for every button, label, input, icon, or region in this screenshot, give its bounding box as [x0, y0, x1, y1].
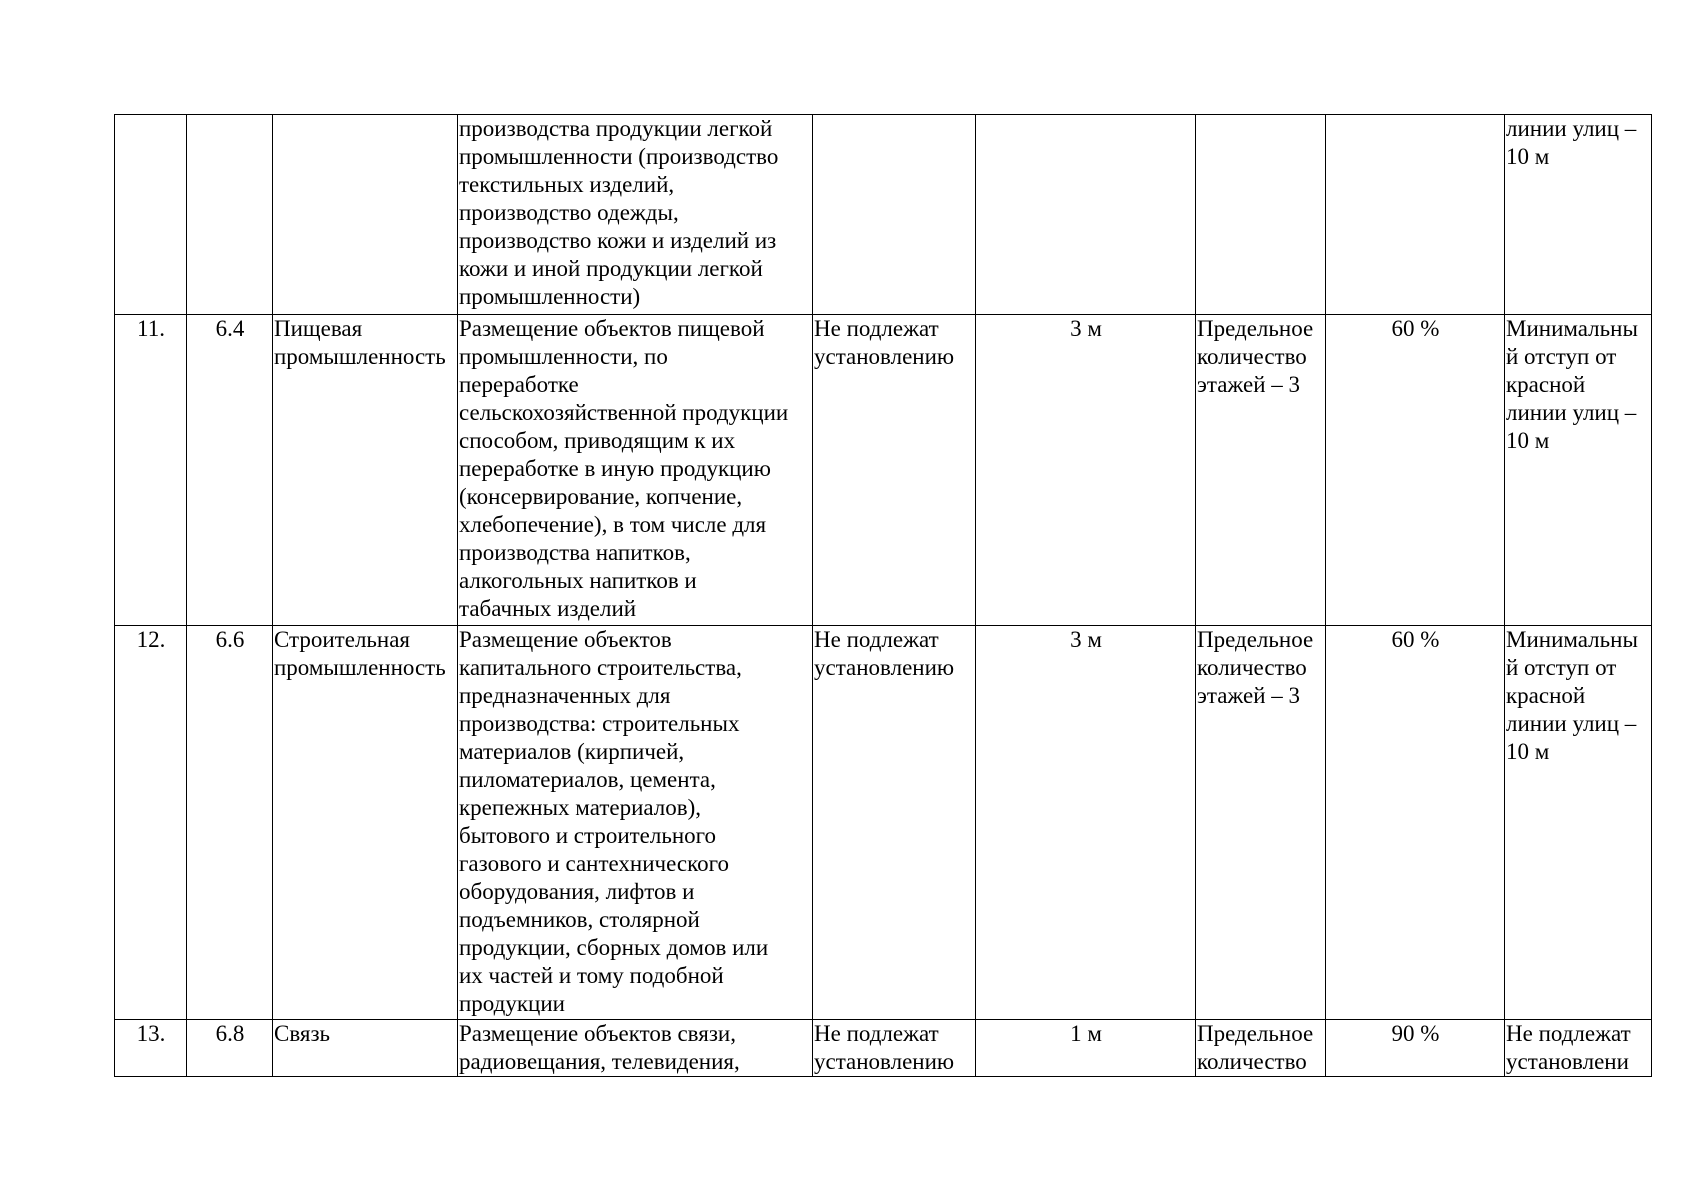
other-params-cell: Минимальны й отступ от красной линии улиц – 10 м: [1505, 626, 1652, 1020]
table-row: [115, 115, 1652, 315]
plot-size-cell: Не подлежат установлению: [813, 626, 976, 1020]
coverage-cell: 60 %: [1326, 626, 1505, 1020]
row-number-cell: 12.: [115, 626, 187, 1020]
use-name-cell: Связь: [273, 1020, 458, 1077]
table-row: [115, 315, 1652, 626]
use-description-cell: Размещение объектов связи, радиовещания, телевидения,: [458, 1020, 813, 1077]
setback-cell: [976, 115, 1196, 315]
setback-cell: 1 м: [976, 1020, 1196, 1077]
floors-cell: Предельное количество: [1196, 1020, 1326, 1077]
type-code-cell: 6.4: [187, 315, 273, 626]
use-name-cell: Пищевая промышленность: [273, 315, 458, 626]
coverage-cell: 60 %: [1326, 315, 1505, 626]
setback-cell: 3 м: [976, 626, 1196, 1020]
other-params-cell: линии улиц – 10 м: [1505, 115, 1652, 315]
use-name-cell: [273, 115, 458, 315]
table-row: [115, 626, 1652, 1020]
floors-cell: Предельное количество этажей – 3: [1196, 315, 1326, 626]
floors-cell: [1196, 115, 1326, 315]
use-description-cell: производства продукции легкой промышленности (производство текстильных изделий, производство одежды, производство кожи и изделий из кожи и иной продукции легкой промышленности): [458, 115, 813, 315]
coverage-cell: [1326, 115, 1505, 315]
floors-cell: Предельное количество этажей – 3: [1196, 626, 1326, 1020]
other-params-cell: Минимальны й отступ от красной линии улиц – 10 м: [1505, 315, 1652, 626]
plot-size-cell: Не подлежат установлению: [813, 315, 976, 626]
type-code-cell: [187, 115, 273, 315]
row-number-cell: 13.: [115, 1020, 187, 1077]
land-use-table: [114, 114, 1652, 1077]
plot-size-cell: Не подлежат установлению: [813, 1020, 976, 1077]
use-description-cell: Размещение объектов капитального строительства, предназначенных для производства: строительных материалов (кирпичей, пиломатериалов, цемента, крепежных материалов), бытового и строительного газового и сантехнического оборудования, лифтов и подъемников, столярной продукции, сборных домов или их частей и тому подобной продукции: [458, 626, 813, 1020]
row-number-cell: [115, 115, 187, 315]
type-code-cell: 6.8: [187, 1020, 273, 1077]
type-code-cell: 6.6: [187, 626, 273, 1020]
coverage-cell: 90 %: [1326, 1020, 1505, 1077]
row-number-cell: 11.: [115, 315, 187, 626]
table-row: [115, 1020, 1652, 1077]
other-params-cell: Не подлежат установлени: [1505, 1020, 1652, 1077]
setback-cell: 3 м: [976, 315, 1196, 626]
use-name-cell: Строительная промышленность: [273, 626, 458, 1020]
plot-size-cell: [813, 115, 976, 315]
use-description-cell: Размещение объектов пищевой промышленности, по переработке сельскохозяйственной продукции способом, приводящим к их переработке в иную продукцию (консервирование, копчение, хлебопечение), в том числе для производства напитков, алкогольных напитков и табачных изделий: [458, 315, 813, 626]
